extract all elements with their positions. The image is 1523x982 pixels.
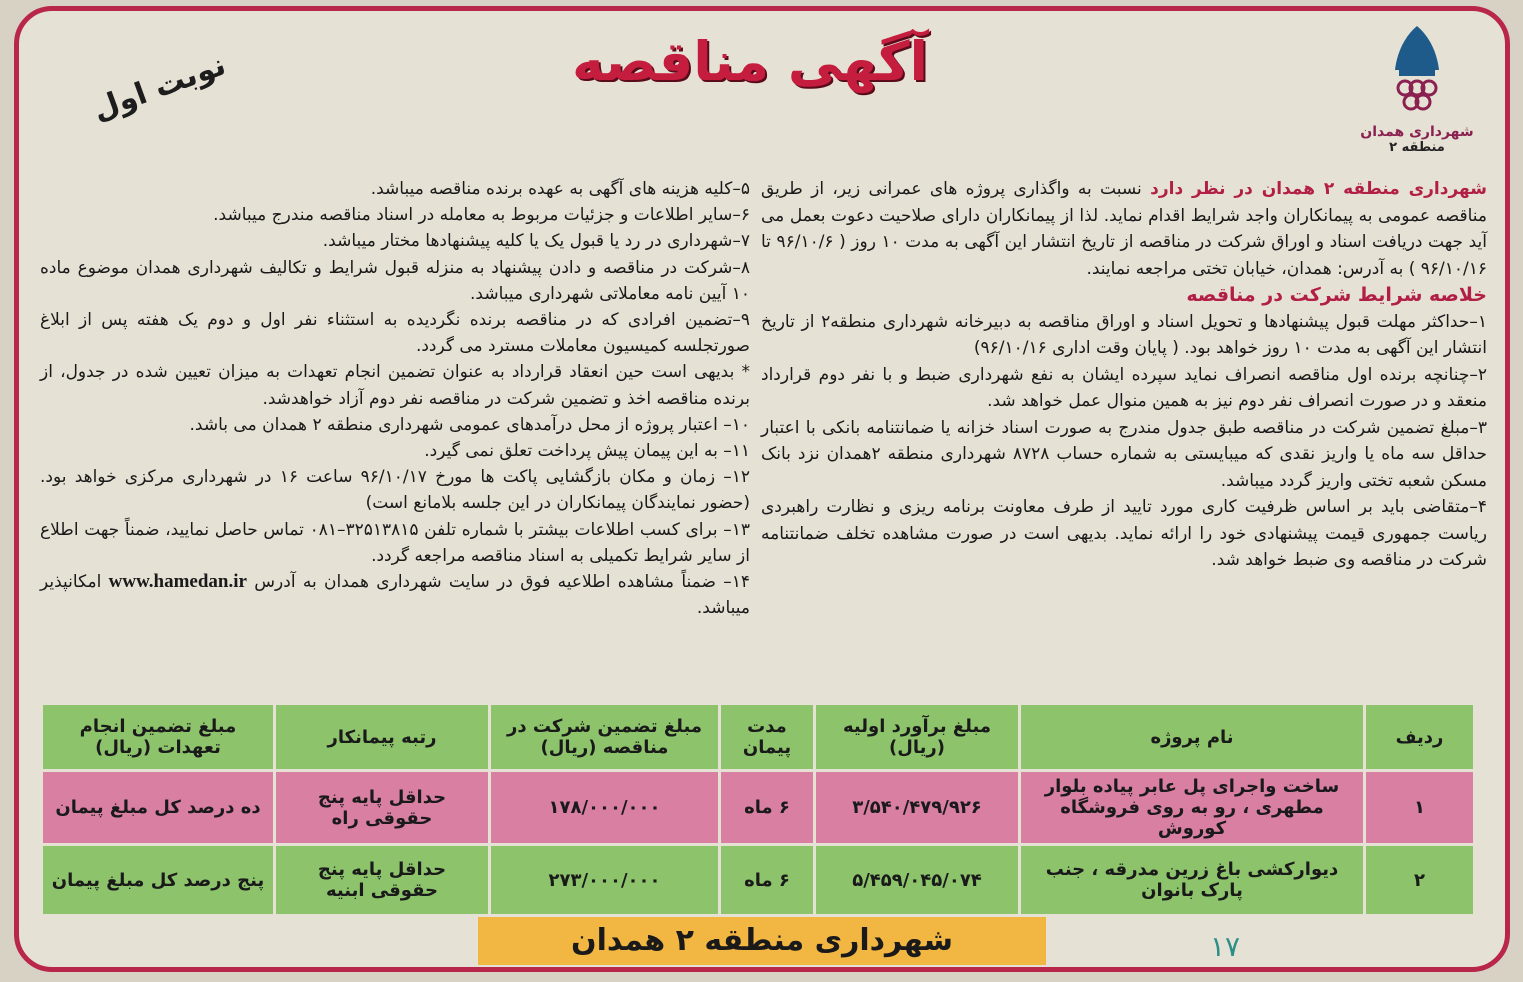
intro-text: نسبت به واگذاری پروژه های عمرانی زیر، از طریق مناقصه عمومی به پیمانکاران واجد شرایط اقدام نماید. لذا از پیمانکاران دارای صلاحیت دعوت بعمل می آید جهت دریافت اسناد و اوراق شرکت در مناقصه از تاریخ انتشار این آگهی به مدت ۱۰ روز ( ۹۶/۱۰/۶ تا ۹۶/۱۰/۱۶ ) به آدرس: همدان، خیابان تختی مراجعه نمایند.	[761, 179, 1487, 279]
header-estimate: مبلغ برآورد اولیه (ریال)	[816, 705, 1018, 769]
intro-highlight: شهرداری منطقه ۲ همدان در نظر دارد	[1150, 179, 1487, 199]
condition-note: * بدیهی است حین انعقاد قرارداد به عنوان تضمین انجام تعهدات به میزان تعیین شده در جدول، از برنده مناقصه اخذ و تضمین شرکت در مناقصه نفر دوم آزاد خواهدشد.	[40, 362, 750, 409]
table-row	[43, 846, 1473, 914]
header-radif: ردیف	[1366, 705, 1473, 769]
condition-item: ۵–کلیه هزینه های آگهی به عهده برنده مناقصه میباشد.	[370, 179, 750, 199]
cell-radif: ۲	[1366, 846, 1473, 914]
cell-radif: ۱	[1366, 772, 1473, 843]
cell-rank: حداقل پایه پنج حقوقی ابنیه	[276, 846, 488, 914]
cell-rank: حداقل پایه پنج حقوقی راه	[276, 772, 488, 843]
municipality-logo	[1337, 22, 1497, 172]
condition-14-suffix: امکانپذیر میباشد.	[40, 572, 750, 619]
header-commitment: مبلغ تضمین انجام تعهدات (ریال)	[43, 705, 273, 769]
round-label: نوبت اول	[88, 47, 231, 128]
logo-org-name: شهرداری همدان	[1360, 124, 1474, 140]
website-link[interactable]: www.hamedan.ir	[108, 571, 247, 593]
cell-commitment: پنج درصد کل مبلغ پیمان	[43, 846, 273, 914]
cell-estimate: ۳/۵۴۰/۴۷۹/۹۲۶	[816, 772, 1018, 843]
condition-item: ۹–تضمین افرادی که در مناقصه برنده نگردیده به استثناء نفر اول و دوم یک هفته پس از ابلاغ صورتجلسه کمیسیون معاملات مسترد می گردد.	[40, 310, 750, 357]
right-column	[761, 176, 1487, 574]
cell-guarantee: ۱۷۸/۰۰۰/۰۰۰	[491, 772, 718, 843]
projects-table-wrap	[40, 702, 1476, 917]
condition-item: ۷–شهرداری در رد یا قبول یک یا کلیه پیشنهادها مختار میباشد.	[322, 231, 750, 252]
cell-project-name: دیوارکشی باغ زرین مدرقه ، جنب پارک بانوان	[1021, 846, 1363, 914]
footer-banner: شهرداری منطقه ۲ همدان	[478, 917, 1046, 965]
header-guarantee: مبلغ تضمین شرکت در مناقصه (ریال)	[491, 705, 718, 769]
page-title: آگهی مناقصه	[571, 30, 929, 93]
cell-duration: ۶ ماه	[721, 846, 813, 914]
condition-item: ۶–سایر اطلاعات و جزئیات مربوط به معامله در اسناد مناقصه مندرج میباشد.	[213, 205, 750, 226]
condition-item: ۱۳– برای کسب اطلاعات بیشتر با شماره تلفن ۳۲۵۱۳۸۱۵–۰۸۱ تماس حاصل نمایید، ضمناً جهت اطلاع از سایر شرایط تکمیلی به اسناد مناقصه مراجعه گردد.	[40, 519, 751, 566]
logo-region: منطقه ۲	[1389, 140, 1445, 155]
projects-table	[40, 702, 1476, 917]
condition-item: ۱۰– اعتبار پروژه از محل درآمدهای عمومی شهرداری منطقه ۲ همدان می باشد.	[189, 414, 750, 435]
condition-item: ۱۲– زمان و مکان بازگشایی پاکت ها مورخ ۹۶/۱۰/۱۷ ساعت ۱۶ در شهرداری مرکزی خواهد بود.(حضور نمایندگان پیمانکاران در این جلسه بلامانع است)	[40, 467, 750, 514]
header-project-name: نام پروژه	[1021, 705, 1363, 769]
cell-project-name: ساخت واجرای پل عابر پیاده بلوار مطهری ، رو به روی فروشگاه کوروش	[1021, 772, 1363, 843]
condition-14-text: ۱۴– ضمناً مشاهده اطلاعیه فوق در سایت شهرداری همدان به آدرس	[254, 572, 751, 593]
condition-item: ۳–مبلغ تضمین شرکت در مناقصه طبق جدول مندرج به صورت اسناد خزانه یا ضمانتنامه بانکی با اعتبار حداقل سه ماه یا واریز نقدی که میبایستی به شماره حساب ۸۷۲۸ شهرداری منطقه ۲همدان نزد بانک مسکن شعبه تختی واریز گردد میباشد.	[761, 417, 1487, 491]
condition-item: ۲–چنانچه برنده اول مناقصه انصراف نماید سپرده ایشان به نفع شهرداری ضبط و با نفر دوم قرارداد منعقد و در صورت انصراف نفر دوم نیز به همین منوال عمل خواهد شد.	[761, 364, 1487, 411]
condition-item: ۱۱– به این پیمان پیش پرداخت تعلق نمی گیرد.	[424, 441, 750, 462]
table-row	[43, 772, 1473, 843]
cell-commitment: ده درصد کل مبلغ پیمان	[43, 772, 273, 843]
condition-item: ۱–حداکثر مهلت قبول پیشنهادها و تحویل اسناد و اوراق مناقصه به دبیرخانه شهرداری منطقه۲ از تاریخ انتشار این آگهی به مدت ۱۰ روز خواهد بود. ( پایان وقت اداری ۹۶/۱۰/۱۶)	[761, 311, 1487, 358]
header-duration: مدت پیمان	[721, 705, 813, 769]
condition-item-14	[40, 569, 750, 621]
cell-guarantee: ۲۷۳/۰۰۰/۰۰۰	[491, 846, 718, 914]
handwritten-mark: ۱۷	[1210, 930, 1241, 963]
conditions-heading: خلاصه شرایط شرکت در مناقصه	[1186, 284, 1487, 306]
cell-duration: ۶ ماه	[721, 772, 813, 843]
cell-estimate: ۵/۴۵۹/۰۴۵/۰۷۴	[816, 846, 1018, 914]
municipality-emblem-icon	[1377, 22, 1457, 122]
intro-paragraph	[761, 176, 1487, 282]
table-header-row	[43, 705, 1473, 769]
condition-item: ۸–شرکت در مناقصه و دادن پیشنهاد به منزله قبول شرایط و تکالیف شهرداری همدان موضوع ماده ۱۰ آیین نامه معاملاتی شهرداری میباشد.	[40, 257, 750, 304]
left-column	[40, 176, 750, 621]
header-rank: رتبه پیمانکار	[276, 705, 488, 769]
condition-item: ۴–متقاضی باید بر اساس ظرفیت کاری مورد تایید از طرف معاونت برنامه ریزی و نظارت راهبردی ریاست جمهوری قیمت پیشنهادی خود را ارائه نماید. بدیهی است در صورت مشاهده تخلف ضمانتنامه شرکت در مناقصه وی ضبط خواهد شد.	[761, 497, 1487, 570]
